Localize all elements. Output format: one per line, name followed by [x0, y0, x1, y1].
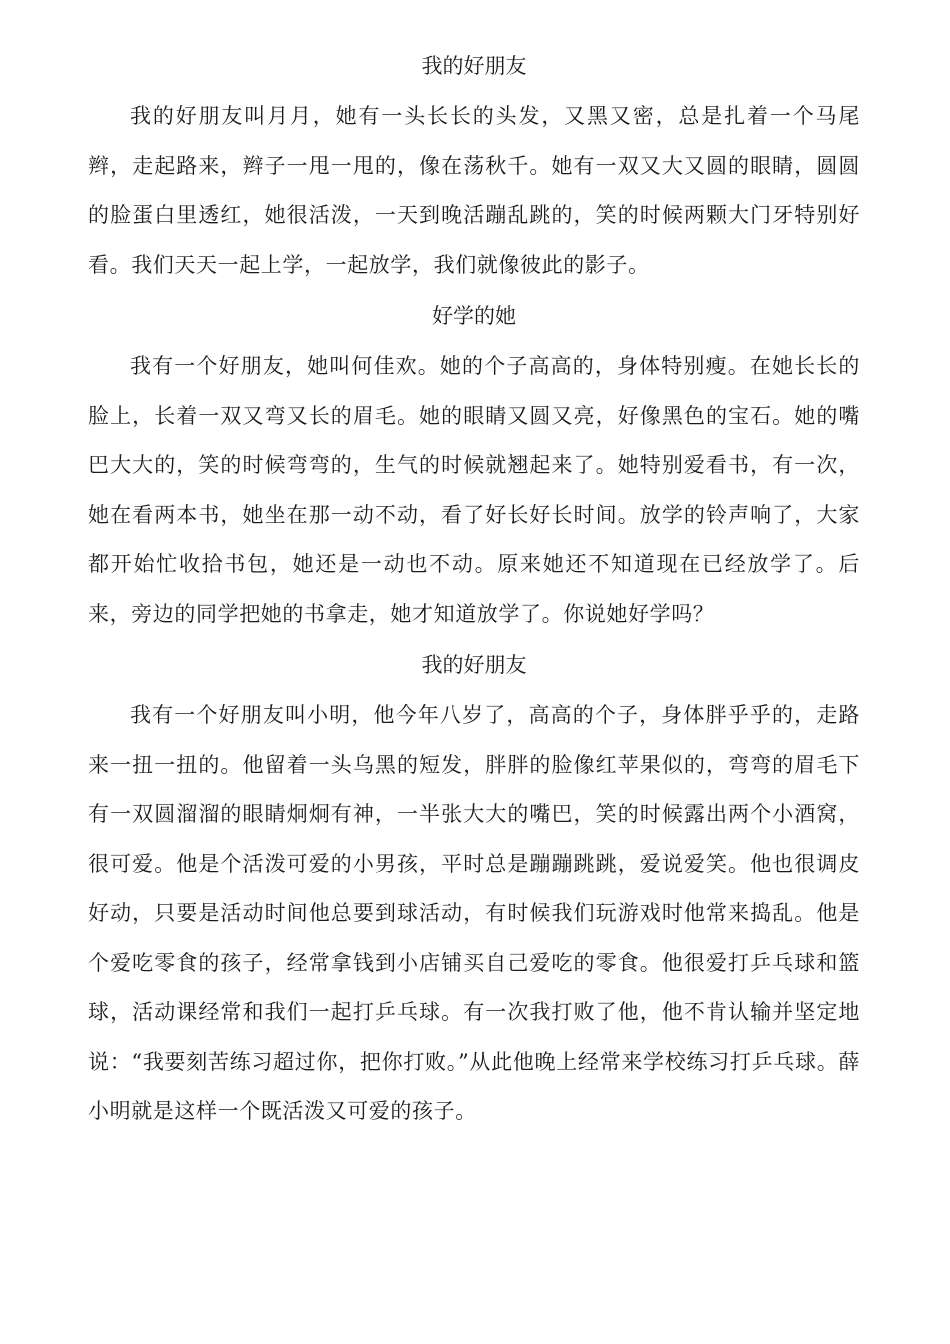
- essay-2: [88, 290, 860, 639]
- essay-title: 好学的她: [432, 304, 516, 328]
- essay-title: 我的好朋友: [421, 54, 527, 78]
- essay-paragraph: 我的好朋友叫月月，她有一头长长的头发，又黑又密，总是扎着一个马尾辫，走起路来，辫子一甩一甩的，像在荡秋千。她有一双又大又圆的眼睛，圆圆的脸蛋白里透红，她很活泼，一天到晚活蹦乱跳的，笑的时候两颗大门牙特别好看。我们天天一起上学，一起放学，我们就像彼此的影子。: [88, 104, 860, 277]
- essay-3: [88, 639, 860, 1137]
- essay-paragraph: 我有一个好朋友，她叫何佳欢。她的个子高高的，身体特别瘦。在她长长的脸上，长着一双又弯又长的眉毛。她的眼睛又圆又亮，好像黑色的宝石。她的嘴巴大大的，笑的时候弯弯的，生气的时候就翘起来了。她特别爱看书，有一次，她在看两本书，她坐在那一动不动，看了好长好长时间。放学的铃声响了，大家都开始忙收拾书包，她还是一动也不动。原来她还不知道现在已经放学了。后来，旁边的同学把她的书拿走，她才知道放学了。你说她好学吗？: [88, 354, 860, 626]
- essay-1: [88, 40, 860, 290]
- document-page: [88, 40, 860, 1137]
- essay-paragraph: 我有一个好朋友叫小明，他今年八岁了，高高的个子，身体胖乎乎的，走路来一扭一扭的。他留着一头乌黑的短发，胖胖的脸像红苹果似的，弯弯的眉毛下有一双圆溜溜的眼睛炯炯有神，一半张大大的嘴巴，笑的时候露出两个小酒窝，很可爱。他是个活泼可爱的小男孩，平时总是蹦蹦跳跳，爱说爱笑。他也很调皮好动，只要是活动时间他总要到球活动，有时候我们玩游戏时他常来捣乱。他是个爱吃零食的孩子，经常拿钱到小店铺买自己爱吃的零食。他很爱打乒乓球和篮球，活动课经常和我们一起打乒乓球。有一次我打败了他，他不肯认输并坚定地说：“我要刻苦练习超过你，把你打败。”从此他晚上经常来学校练习打乒乓球。薛小明就是这样一个既活泼又可爱的孩子。: [88, 703, 860, 1123]
- essay-title: 我的好朋友: [421, 653, 527, 677]
